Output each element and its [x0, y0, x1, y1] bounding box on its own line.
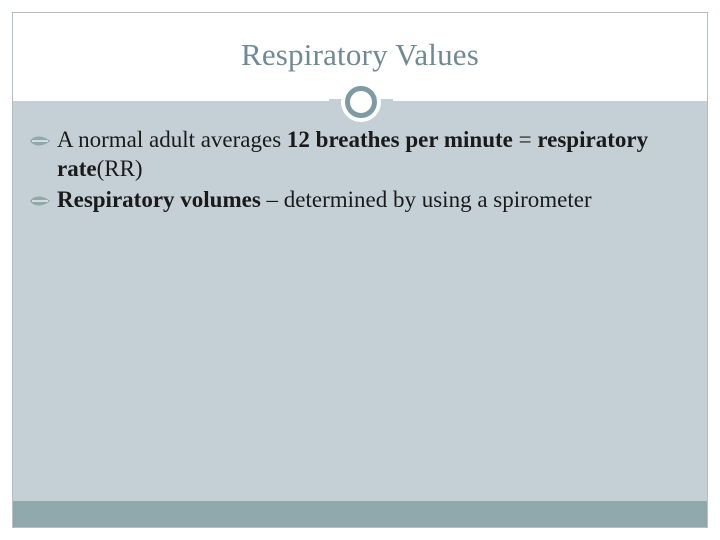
footer-bar [13, 501, 707, 527]
header-divider-left [13, 99, 329, 101]
bullet-item-respiratory-rate [13, 125, 707, 183]
slide [12, 12, 708, 528]
bullet-text: – determined by using a spirometer [260, 187, 592, 212]
leaf-bullet-icon [29, 194, 51, 208]
bullet-emphasis: 12 breathes per minute [286, 127, 513, 152]
bullet-item-respiratory-volumes [13, 185, 707, 214]
bullet-text: = [512, 127, 538, 152]
slide-title: Respiratory Values [240, 37, 480, 72]
bullet-text: A normal adult averages [57, 127, 287, 152]
leaf-bullet-icon [29, 134, 51, 148]
ring-divider-icon [341, 82, 381, 122]
header-divider-right [393, 99, 708, 101]
bullet-emphasis: Respiratory volumes [57, 187, 261, 212]
slide-body [13, 125, 707, 216]
bullet-text: (RR) [96, 156, 143, 181]
bullet-emphasis: respiratory rate [57, 127, 649, 181]
